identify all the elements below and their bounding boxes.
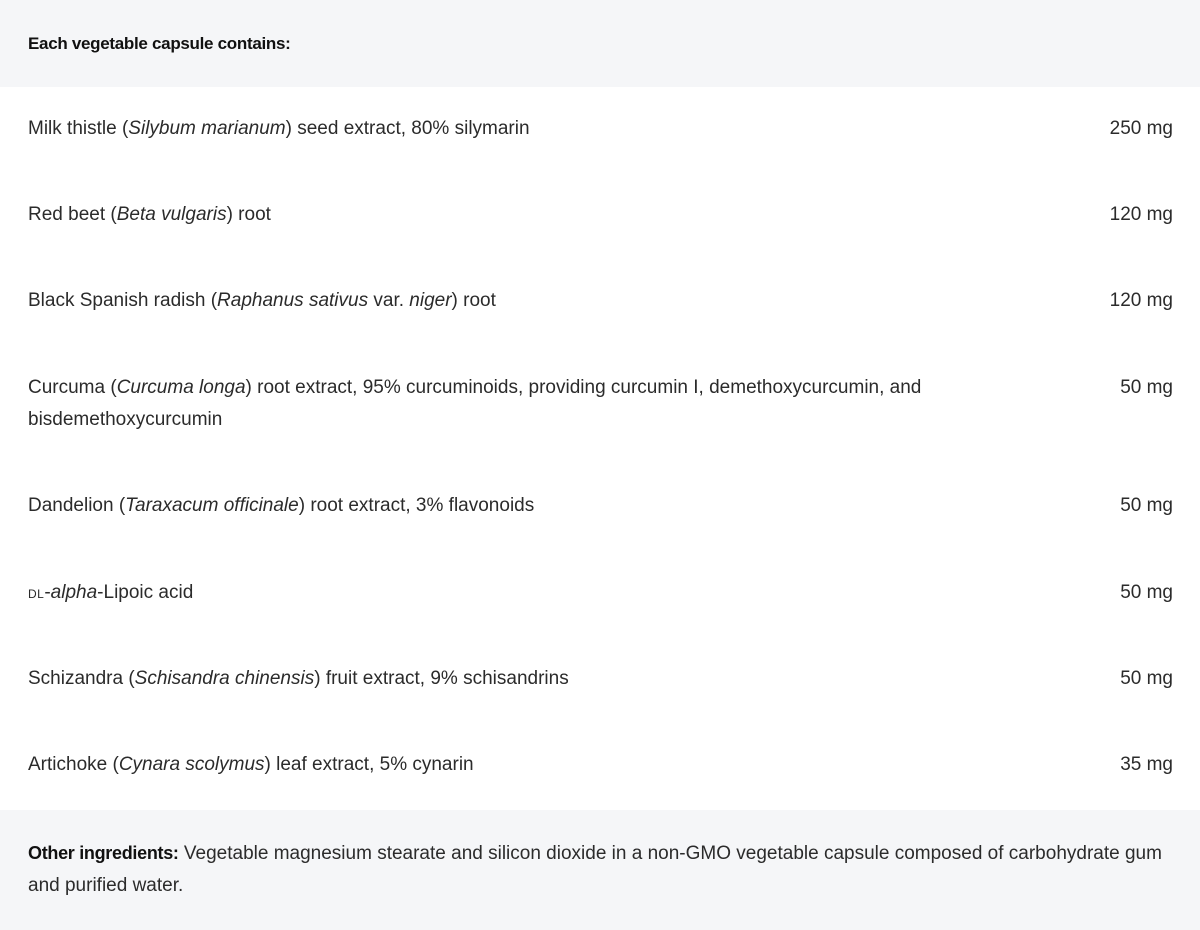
ingredient-amount: 50 mg <box>1120 495 1173 516</box>
ingredient-row <box>0 113 1200 145</box>
ingredient-description: Dandelion (Taraxacum officinale) root extract, 3% flavonoids <box>28 495 535 516</box>
ingredient-row <box>0 199 1200 231</box>
ingredient-row <box>0 490 1200 522</box>
ingredient-list <box>0 87 1200 810</box>
ingredient-amount: 50 mg <box>1120 377 1173 398</box>
ingredient-description: Artichoke (Cynara scolymus) leaf extract, 5% cynarin <box>28 754 474 775</box>
ingredient-description: Curcuma (Curcuma longa) root extract, 95% curcuminoids, providing curcumin I, demethoxycurcumin, and bisdemethoxycurcumin <box>28 377 922 430</box>
ingredient-row <box>0 285 1200 317</box>
ingredient-description: dl-alpha-Lipoic acid <box>28 582 194 603</box>
ingredient-row <box>0 372 1200 436</box>
ingredient-amount: 50 mg <box>1120 582 1173 603</box>
other-ingredients <box>0 810 1200 930</box>
other-ingredients-label: Other ingredients: <box>28 843 179 863</box>
ingredient-amount: 120 mg <box>1109 204 1173 225</box>
capsule-contents-header <box>0 0 1200 87</box>
ingredient-row <box>0 577 1200 609</box>
ingredient-row <box>0 663 1200 695</box>
ingredient-row <box>0 749 1200 781</box>
ingredient-amount: 35 mg <box>1120 754 1173 775</box>
ingredient-description: Schizandra (Schisandra chinensis) fruit extract, 9% schisandrins <box>28 668 569 689</box>
ingredient-description: Red beet (Beta vulgaris) root <box>28 204 271 225</box>
other-ingredients-text: Vegetable magnesium stearate and silicon dioxide in a non-GMO vegetable capsule composed of carbohydrate gum and purified water. <box>28 843 1162 896</box>
capsule-contents-title: Each vegetable capsule contains: <box>28 33 291 53</box>
ingredient-description: Black Spanish radish (Raphanus sativus var. niger) root <box>28 290 496 311</box>
ingredient-amount: 120 mg <box>1109 290 1173 311</box>
ingredient-amount: 250 mg <box>1109 118 1173 139</box>
ingredient-description: Milk thistle (Silybum marianum) seed extract, 80% silymarin <box>28 118 530 139</box>
ingredient-amount: 50 mg <box>1120 668 1173 689</box>
